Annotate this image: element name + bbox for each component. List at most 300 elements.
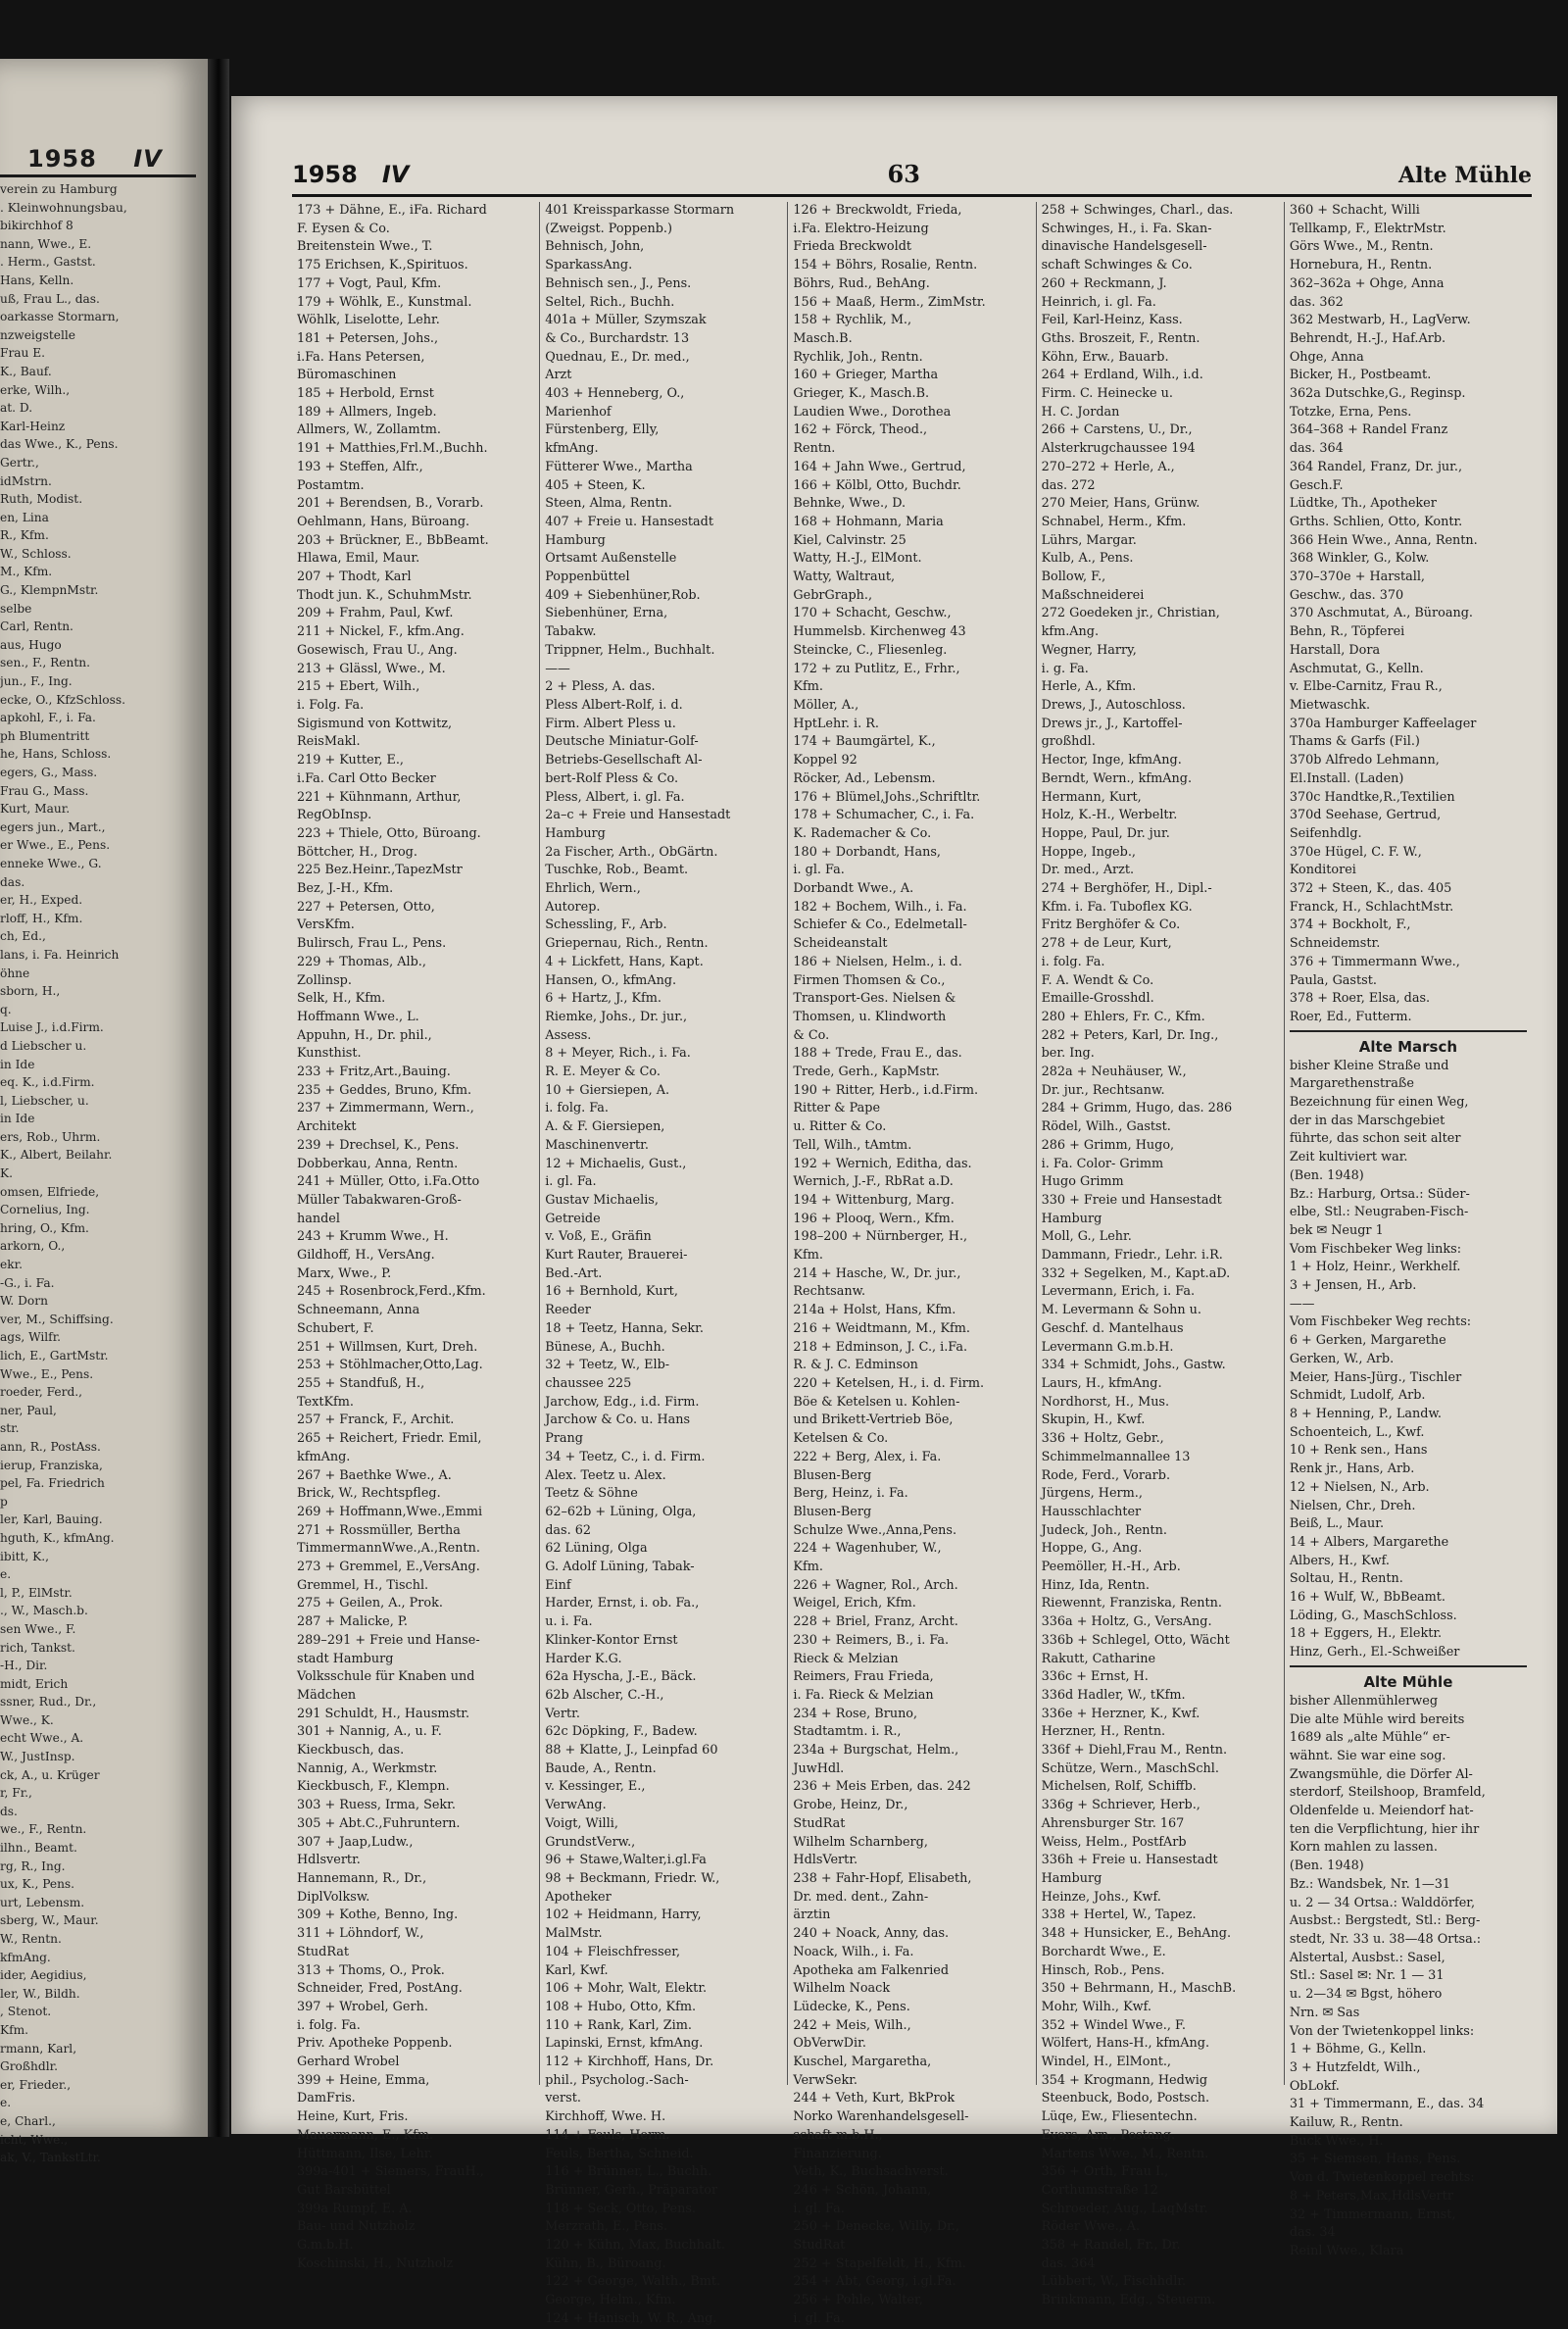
- directory-entry-line: 309 + Kothe, Benno, Ing.: [297, 1908, 459, 1923]
- directory-entry-line: l, Liebscher, u.: [0, 1093, 89, 1108]
- directory-entry-line: Kfm.: [793, 679, 823, 695]
- directory-entry-line: Finanzierung.: [793, 2146, 882, 2161]
- directory-entry-line: 98 + Beckmann, Friedr. W.,: [545, 1870, 720, 1886]
- directory-entry-line: 196 + Plooq, Wern., Kfm.: [793, 1211, 955, 1226]
- directory-entry-line: 211 + Nickel, F., kfm.Ang.: [297, 624, 465, 640]
- directory-entry-line: 266 + Carstens, U., Dr.,: [1041, 422, 1193, 438]
- directory-entry-line: ph Blumentritt: [0, 728, 90, 743]
- directory-entry-line: 409 + Siebenhüner,Rob.: [545, 587, 701, 603]
- directory-entry-line: Die alte Mühle wird bereits: [1289, 1711, 1465, 1727]
- directory-entry-line: Gerhard Wrobel: [297, 2055, 400, 2070]
- directory-entry-line: Masch.B.: [793, 330, 853, 346]
- directory-entry-line: 2a Fischer, Arth., ObGärtn.: [545, 844, 718, 860]
- directory-entry-line: 291 Schuldt, H., Hausmstr.: [297, 1706, 470, 1721]
- directory-entry-line: 254 + Abt, Georg, i.gl.Fa.: [793, 2274, 956, 2290]
- directory-entry-line: nzweigstelle: [0, 327, 75, 342]
- directory-entry-line: 172 + zu Putlitz, E., Frhr.,: [793, 661, 960, 676]
- directory-entry-line: 1 + Böhme, G., Kelln.: [1289, 2042, 1427, 2057]
- directory-entry-line: Mohr, Wilh., Kwf.: [1041, 1999, 1152, 2014]
- directory-entry-line: phil., Psycholog.-Sach-: [545, 2072, 689, 2088]
- directory-entry-line: ch, Ed.,: [0, 929, 46, 944]
- directory-entry-line: 118 + Seck, Otto, Pens.: [545, 2201, 696, 2216]
- directory-entry-line: 239 + Drechsel, K., Pens.: [297, 1137, 460, 1153]
- directory-entry-line: 219 + Kutter, E.,: [297, 753, 404, 768]
- directory-entry-line: Reeder: [545, 1303, 591, 1318]
- directory-entry-line: Veth, K., Buchsachverst.: [793, 2164, 949, 2180]
- directory-entry-line: 244 + Veth, Kurt, BkProk: [793, 2091, 956, 2106]
- directory-entry-line: midt, Erich: [0, 1676, 69, 1691]
- directory-entry-line: Maßschneiderei: [1041, 587, 1145, 603]
- directory-entry-line: 186 + Nielsen, Helm., i. d.: [793, 954, 962, 969]
- book-gutter: [208, 59, 229, 2137]
- directory-entry-line: 14 + Albers, Margarethe: [1289, 1534, 1449, 1550]
- directory-entry-line: 368 Winkler, G., Kolw.: [1289, 551, 1430, 567]
- directory-entry-line: 286 + Grimm, Hugo,: [1041, 1137, 1175, 1153]
- directory-entry-line: 179 + Wöhlk, E., Kunstmal.: [297, 294, 472, 310]
- directory-entry-line: ——: [1289, 1296, 1315, 1312]
- directory-entry-line: Gustav Michaelis,: [545, 1192, 659, 1208]
- directory-entry-line: 170 + Schacht, Geschw.,: [793, 606, 952, 621]
- directory-entry-line: Wilhelm Scharnberg,: [793, 1834, 928, 1850]
- directory-entry-line: Brünner, Gerh., Präparator: [545, 2182, 718, 2198]
- directory-entry-line: Koschinski, H., Nutzholz: [297, 2255, 454, 2271]
- directory-entry-line: 112 + Kirchhoff, Hans, Dr.: [545, 2055, 714, 2070]
- directory-entry-line: Levermann, Erich, i. Fa.: [1041, 1284, 1196, 1300]
- directory-entry-line: bek ✉ Neugr 1: [1289, 1222, 1384, 1238]
- directory-entry-line: 305 + Abt.C.,Fuhruntern.: [297, 1815, 461, 1831]
- directory-entry-line: Martens Wwe., M., Rentn.: [1041, 2146, 1209, 2161]
- directory-entry-line: 269 + Hoffmann,Wwe.,Emmi: [297, 1504, 483, 1519]
- directory-entry-line: 181 + Petersen, Johs.,: [297, 330, 439, 346]
- directory-entry-line: Gut Barsbüttel: [297, 2182, 391, 2198]
- directory-entry-line: 370c Handtke,R.,Textilien: [1289, 789, 1455, 805]
- directory-entry-line: W., JustInsp.: [0, 1750, 75, 1764]
- directory-entry-line: 303 + Ruess, Irma, Sekr.: [297, 1798, 456, 1813]
- directory-entry-line: 227 + Petersen, Otto,: [297, 899, 435, 915]
- directory-entry-line: Heinze, Johs., Kwf.: [1041, 1889, 1161, 1905]
- directory-entry-line: 250 + Denecke, Willy, Dr.,: [793, 2219, 959, 2235]
- directory-entry-line: Stl.: Sasel ✉: Nr. 1 — 31: [1289, 1968, 1445, 1984]
- directory-entry-line: Sigismund von Kottwitz,: [297, 716, 453, 731]
- directory-entry-line: Peemöller, H.-H., Arb.: [1041, 1560, 1181, 1575]
- directory-entry-line: i. Fa. Rieck & Melzian: [793, 1687, 934, 1703]
- directory-entry-line: Transport-Ges. Nielsen &: [793, 991, 956, 1007]
- directory-entry-line: RegObInsp.: [297, 808, 372, 823]
- directory-entry-line: 10 + Giersiepen, A.: [545, 1082, 670, 1098]
- directory-entry-line: Hans, Kelln.: [0, 273, 74, 287]
- directory-entry-line: elbe, Stl.: Neugraben-Fisch-: [1289, 1205, 1469, 1220]
- directory-entry-line: ver, M., Schiffsing.: [0, 1312, 114, 1326]
- directory-entry-line: 354 + Krogmann, Hedwig: [1041, 2072, 1208, 2088]
- directory-entry-line: Firmen Thomsen & Co.,: [793, 972, 946, 988]
- directory-entry-line: 3 + Hutzfeldt, Wilh.,: [1289, 2059, 1421, 2075]
- directory-entry-line: Behn, R., Töpferei: [1289, 624, 1405, 640]
- directory-entry-line: 6 + Hartz, J., Kfm.: [545, 991, 662, 1007]
- directory-entry-line: Hugo Grimm: [1041, 1174, 1124, 1190]
- directory-entry-line: 176 + Blümel,Johs.,Schriftltr.: [793, 789, 981, 805]
- directory-entry-line: DamFris.: [297, 2091, 356, 2106]
- directory-entry-line: eq. K., i.d.Firm.: [0, 1075, 95, 1090]
- directory-entry-line: 177 + Vogt, Paul, Kfm.: [297, 275, 442, 291]
- directory-entry-line: Siebenhüner, Erna,: [545, 606, 668, 621]
- directory-entry-line: 106 + Mohr, Walt, Elektr.: [545, 1981, 708, 1997]
- directory-entry-line: Hüttmann, Ilse, Lehr.: [297, 2146, 433, 2161]
- directory-entry-line: Bezeichnung für einen Weg,: [1289, 1095, 1469, 1111]
- directory-entry-line: Hannemann, R., Dr.,: [297, 1870, 427, 1886]
- directory-entry-line: 3 + Jensen, H., Arb.: [1289, 1278, 1417, 1294]
- directory-entry-line: das. 362: [1289, 294, 1344, 310]
- directory-entry-line: Nordhorst, H., Mus.: [1041, 1394, 1170, 1410]
- directory-entry-line: Poppenbüttel: [545, 570, 630, 585]
- directory-entry-line: Wwe., K.: [0, 1712, 54, 1727]
- directory-entry-line: Laurs, H., kfmAng.: [1041, 1376, 1162, 1391]
- directory-entry-line: Blusen-Berg: [793, 1504, 872, 1519]
- directory-entry-line: Hoppe, G., Ang.: [1041, 1541, 1143, 1557]
- directory-entry-line: Arzt: [545, 368, 572, 383]
- directory-entry-line: Firm. Albert Pless u.: [545, 716, 676, 731]
- directory-entry-line: 124 + Hanisch, W. R., Ang.: [545, 2310, 717, 2326]
- directory-entry-line: Carl, Rentn.: [0, 619, 74, 634]
- directory-entry-line: Müller Tabakwaren-Groß-: [297, 1192, 462, 1208]
- directory-entry-line: VerwAng.: [545, 1798, 607, 1813]
- directory-entry-line: 2a–c + Freie und Hansestadt: [545, 808, 731, 823]
- directory-entry-line: 193 + Steffen, Alfr.,: [297, 459, 423, 474]
- directory-entry-line: schaft m.b.H.,: [793, 2127, 883, 2143]
- directory-entry-line: GebrGraph.,: [793, 587, 873, 603]
- directory-entry-line: Pless Albert-Rolf, i. d.: [545, 697, 683, 713]
- directory-entry-line: arkorn, O.,: [0, 1239, 66, 1254]
- directory-entry-line: Kuschel, Margaretha,: [793, 2055, 932, 2070]
- directory-entry-line: Hlawa, Emil, Maur.: [297, 551, 420, 567]
- directory-entry-line: Wegner, Harry,: [1041, 642, 1137, 658]
- directory-column-1: [292, 202, 540, 2271]
- directory-entry-line: 370b Alfredo Lehmann,: [1289, 753, 1440, 768]
- directory-entry-line: Voigt, Willi,: [545, 1815, 618, 1831]
- directory-entry-line: Berg, Heinz, i. Fa.: [793, 1486, 908, 1502]
- header-rule: [292, 194, 1532, 197]
- directory-entry-line: Frau G., Mass.: [0, 783, 89, 798]
- directory-entry-line: 336d Hadler, W., tKfm.: [1041, 1687, 1186, 1703]
- directory-entry-line: 158 + Rychlik, M.,: [793, 313, 912, 328]
- directory-entry-line: 330 + Freie und Hansestadt: [1041, 1192, 1222, 1208]
- directory-entry-line: 62a Hyscha, J.-E., Bäck.: [545, 1669, 697, 1685]
- directory-entry-line: das. 62: [545, 1522, 592, 1538]
- directory-entry-line: 289–291 + Freie und Hanse-: [297, 1632, 480, 1648]
- directory-entry-line: 307 + Jaap,Ludw.,: [297, 1834, 414, 1850]
- directory-entry-line: Böhrs, Rud., BehAng.: [793, 275, 930, 291]
- directory-entry-line: Heine, Kurt, Fris.: [297, 2109, 409, 2125]
- directory-entry-line: das.: [0, 874, 25, 889]
- directory-entry-line: sborn, H.,: [0, 984, 61, 999]
- directory-entry-line: 8 + Henning, P., Landw.: [1289, 1407, 1442, 1421]
- directory-entry-line: W., Rentn.: [0, 1932, 62, 1946]
- directory-entry-line: Roer, Ed., Futterm.: [1289, 1009, 1412, 1024]
- directory-entry-line: 154 + Böhrs, Rosalie, Rentn.: [793, 258, 978, 273]
- directory-entry-line: Harstall, Dora: [1289, 642, 1381, 658]
- directory-entry-line: ärztin: [793, 1908, 831, 1923]
- directory-entry-line: Schwinges, H., i. Fa. Skan-: [1041, 221, 1212, 236]
- directory-entry-line: verein zu Hamburg: [0, 182, 118, 196]
- directory-entry-line: ber. Ing.: [1041, 1046, 1095, 1062]
- directory-entry-line: ner, Paul,: [0, 1403, 57, 1417]
- directory-entry-line: 348 + Hunsicker, E., BehAng.: [1041, 1926, 1232, 1942]
- directory-entry-line: JuwHdl.: [793, 1760, 845, 1776]
- directory-entry-line: Bau- und Nutzholz: [297, 2219, 416, 2235]
- directory-entry-line: ssner, Rud., Dr.,: [0, 1695, 97, 1710]
- directory-entry-line: hring, O., Kfm.: [0, 1220, 89, 1235]
- directory-entry-line: HptLehr. i. R.: [793, 716, 879, 731]
- directory-entry-line: Borchardt Wwe., E.: [1041, 1944, 1166, 1959]
- directory-entry-line: Marx, Wwe., P.: [297, 1265, 392, 1281]
- directory-entry-line: sberg, W., Maur.: [0, 1913, 99, 1928]
- directory-entry-line: at. D.: [0, 401, 33, 416]
- directory-entry-line: 301 + Nannig, A., u. F.: [297, 1724, 442, 1740]
- directory-entry-line: G., KlempnMstr.: [0, 583, 99, 598]
- left-page-text: [0, 180, 225, 2167]
- directory-entry-line: 260 + Reckmann, J.: [1041, 275, 1167, 291]
- directory-entry-line: Apotheka am Falkenried: [793, 1962, 950, 1978]
- directory-entry-line: Schneider, Fred, PostAng.: [297, 1981, 463, 1997]
- directory-entry-line: Teetz & Söhne: [545, 1486, 638, 1502]
- directory-entry-line: Dammann, Friedr., Lehr. i.R.: [1041, 1248, 1223, 1264]
- directory-entry-line: (Zweigst. Poppenb.): [545, 221, 672, 236]
- section-rule: [1290, 1030, 1527, 1032]
- directory-entry-line: Kulb, A., Pens.: [1041, 551, 1134, 567]
- directory-entry-line: 255 + Standfuß, H.,: [297, 1376, 425, 1391]
- directory-entry-line: Hector, Inge, kfmAng.: [1041, 753, 1182, 768]
- directory-entry-line: VersKfm.: [297, 917, 355, 933]
- directory-entry-line: lich, E., GartMstr.: [0, 1349, 109, 1363]
- directory-entry-line: Köhn, Erw., Bauarb.: [1041, 349, 1169, 365]
- header-volume: IV: [381, 161, 410, 188]
- directory-entry-line: l, P., ElMstr.: [0, 1585, 73, 1600]
- directory-entry-line: 356 + Orth, Frau I.,: [1041, 2164, 1169, 2180]
- left-header-rule: [0, 174, 196, 177]
- directory-entry-line: erke, Wilh.,: [0, 382, 71, 397]
- directory-entry-line: u. 2—34 ✉ Bgst, höhero: [1289, 1987, 1443, 2003]
- directory-entry-line: 336a + Holtz, G., VersAng.: [1041, 1614, 1212, 1630]
- directory-entry-line: 236 + Meis Erben, das. 242: [793, 1779, 971, 1795]
- directory-entry-line: 198–200 + Nürnberger, H.,: [793, 1229, 968, 1245]
- directory-entry-line: Ausbst.: Bergstedt, Stl.: Berg-: [1289, 1913, 1481, 1929]
- directory-entry-line: sterdorf, Steilshoop, Bramfeld,: [1289, 1785, 1486, 1801]
- directory-entry-line: Hinz, Gerh., El.-Schweißer: [1289, 1645, 1460, 1660]
- directory-entry-line: Rieck & Melzian: [793, 1651, 899, 1666]
- directory-entry-line: Margarethenstraße: [1289, 1076, 1414, 1092]
- directory-entry-line: icht, Wwe.,: [0, 2132, 69, 2147]
- directory-entry-line: er, H., Exped.: [0, 893, 83, 908]
- directory-entry-line: pel, Fa. Friedrich: [0, 1476, 105, 1491]
- directory-entry-line: Alex. Teetz u. Alex.: [545, 1467, 666, 1483]
- directory-entry-line: 1 + Holz, Heinr., Werkhelf.: [1289, 1260, 1461, 1275]
- directory-entry-line: 18 + Teetz, Hanna, Sekr.: [545, 1320, 704, 1336]
- directory-entry-line: stadt Hamburg: [297, 1651, 394, 1666]
- directory-entry-line: Skupin, H., Kwf.: [1041, 1412, 1146, 1428]
- directory-entry-line: 287 + Malicke, P.: [297, 1614, 408, 1630]
- directory-entry-line: ——: [545, 661, 570, 676]
- left-volume: IV: [133, 145, 163, 173]
- directory-entry-line: Rakutt, Catharine: [1041, 1651, 1156, 1666]
- directory-entry-line: Lüqe, Ew., Fliesentechn.: [1041, 2109, 1198, 2125]
- directory-entry-line: Totzke, Erna, Pens.: [1289, 404, 1412, 420]
- left-page: [0, 59, 208, 2165]
- directory-entry-line: Lührs, Margar.: [1041, 532, 1137, 548]
- directory-entry-line: Jarchow & Co. u. Hans: [545, 1412, 691, 1428]
- directory-entry-line: Kfm. i. Fa. Tuboflex KG.: [1041, 899, 1193, 915]
- directory-entry-line: 258 + Schwinges, Charl., das.: [1041, 203, 1234, 218]
- directory-entry-line: Aschmutat, G., Kelln.: [1289, 661, 1424, 676]
- directory-entry-line: Seifenhdlg.: [1289, 825, 1362, 841]
- street-section-heading: Alte Mühle: [1363, 1672, 1453, 1691]
- directory-entry-line: 10 + Renk sen., Hans: [1289, 1443, 1428, 1459]
- directory-entry-line: Korn mahlen zu lassen.: [1289, 1840, 1438, 1856]
- directory-entry-line: 370a Hamburger Kaffeelager: [1289, 716, 1477, 731]
- directory-entry-line: . Herm., Gastst.: [0, 255, 96, 270]
- directory-entry-line: kfmAng.: [297, 1449, 351, 1464]
- directory-entry-line: i. folg. Fa.: [545, 1101, 609, 1116]
- directory-entry-line: 240 + Noack, Anny, das.: [793, 1926, 950, 1942]
- directory-entry-line: jun., F., Ing.: [0, 674, 73, 689]
- directory-entry-line: & Co., Burchardstr. 13: [545, 330, 690, 346]
- directory-entry-line: 31 + Timmermann, E., das. 34: [1289, 2097, 1485, 2112]
- directory-entry-line: schaft Schwinges & Co.: [1041, 258, 1193, 273]
- directory-entry-line: 16 + Wulf, W., BbBeamt.: [1289, 1590, 1446, 1606]
- directory-entry-line: bisher Kleine Straße und: [1289, 1058, 1449, 1073]
- directory-entry-line: Karl-Heinz: [0, 419, 66, 433]
- directory-entry-line: Oehlmann, Hans, Büroang.: [297, 514, 470, 529]
- directory-entry-line: Luise J., i.d.Firm.: [0, 1020, 104, 1035]
- directory-entry-line: Zwangsmühle, die Dörfer Al-: [1289, 1766, 1473, 1782]
- directory-entry-line: Lüdecke, K., Pens.: [793, 1999, 910, 2014]
- directory-entry-line: 336e + Herzner, K., Kwf.: [1041, 1706, 1200, 1721]
- directory-entry-line: Fütterer Wwe., Martha: [545, 459, 693, 474]
- directory-entry-line: 251 + Willmsen, Kurt, Dreh.: [297, 1339, 478, 1355]
- directory-entry-line: Schneemann, Anna: [297, 1303, 420, 1318]
- directory-entry-line: verst.: [545, 2091, 581, 2106]
- directory-entry-line: Kühn, B., Büroang.: [545, 2255, 666, 2271]
- directory-entry-line: 265 + Reichert, Friedr. Emil,: [297, 1431, 482, 1447]
- directory-entry-line: 311 + Löhndorf, W.,: [297, 1926, 424, 1942]
- directory-column-3: [788, 202, 1036, 2326]
- directory-entry-line: Schulze Wwe.,Anna,Pens.: [793, 1522, 957, 1538]
- directory-entry-line: Grths. Schlien, Otto, Kontr.: [1289, 514, 1463, 529]
- directory-entry-line: 114 + Feuls, Herm.: [545, 2127, 670, 2143]
- directory-entry-line: 237 + Zimmermann, Wern.,: [297, 1101, 474, 1116]
- directory-entry-line: Karl, Kwf.: [545, 1962, 609, 1978]
- directory-entry-line: 233 + Fritz,Art.,Bauing.: [297, 1065, 451, 1080]
- directory-entry-line: Trippner, Helm., Buchhalt.: [545, 642, 715, 658]
- directory-entry-line: 275 + Geilen, A., Prok.: [297, 1596, 443, 1611]
- directory-entry-line: 62 Lüning, Olga: [545, 1541, 648, 1557]
- directory-entry-line: 407 + Freie u. Hansestadt: [545, 514, 714, 529]
- directory-entry-line: echt Wwe., A.: [0, 1731, 84, 1746]
- directory-entry-line: 274 + Berghöfer, H., Dipl.-: [1041, 881, 1212, 897]
- directory-entry-line: Michelsen, Rolf, Schiffb.: [1041, 1779, 1197, 1795]
- directory-entry-line: Hamburg: [1041, 1211, 1102, 1226]
- directory-entry-line: Kiel, Calvinstr. 25: [793, 532, 906, 548]
- directory-column-4: [1037, 202, 1285, 2308]
- directory-entry-line: er Wwe., E., Pens.: [0, 838, 111, 853]
- directory-entry-line: Paula, Gastst.: [1289, 972, 1377, 988]
- directory-entry-line: M. Levermann & Sohn u.: [1041, 1303, 1201, 1318]
- directory-entry-line: 336h + Freie u. Hansestadt: [1041, 1853, 1218, 1868]
- directory-entry-line: he, Hans, Schloss.: [0, 747, 112, 762]
- directory-entry-line: 221 + Kühnmann, Arthur,: [297, 789, 462, 805]
- directory-entry-line: Renk jr., Hans, Arb.: [1289, 1462, 1415, 1477]
- directory-entry-line: 399a-401 + Siemers, FrauH.,: [297, 2164, 484, 2180]
- directory-entry-line: 282a + Neuhäuser, W.,: [1041, 1065, 1187, 1080]
- directory-entry-line: e.: [0, 1567, 12, 1582]
- directory-entry-line: kfm.Ang.: [1041, 624, 1100, 640]
- directory-entry-line: Drews, J., Autoschloss.: [1041, 697, 1186, 713]
- directory-entry-line: Schiefer & Co., Edelmetall-: [793, 917, 967, 933]
- directory-entry-line: Behnisch, John,: [545, 239, 645, 255]
- directory-entry-line: Hansen, O., kfmAng.: [545, 972, 677, 988]
- directory-entry-line: Bicker, H., Postbeamt.: [1289, 368, 1432, 383]
- directory-entry-line: ., W., Masch.b.: [0, 1604, 88, 1618]
- directory-entry-line: e.: [0, 2096, 12, 2110]
- directory-entry-line: ierup, Franziska,: [0, 1458, 103, 1472]
- directory-entry-line: er, Frieder.,: [0, 2077, 72, 2092]
- directory-entry-line: 2 + Pless, A. das.: [545, 679, 656, 695]
- directory-entry-line: in Ide: [0, 1057, 35, 1071]
- directory-entry-line: 209 + Frahm, Paul, Kwf.: [297, 606, 454, 621]
- directory-entry-line: Dobberkau, Anna, Rentn.: [297, 1156, 459, 1171]
- directory-entry-line: 229 + Thomas, Alb.,: [297, 954, 426, 969]
- directory-entry-line: 370–370e + Harstall,: [1289, 570, 1425, 585]
- directory-entry-line: Rentn.: [793, 441, 836, 457]
- directory-entry-line: ilhn., Beamt.: [0, 1841, 77, 1856]
- directory-entry-line: Hoffmann Wwe., L.: [297, 1009, 419, 1024]
- directory-entry-line: R., Kfm.: [0, 528, 49, 543]
- directory-entry-line: sen., F., Rentn.: [0, 656, 90, 670]
- directory-entry-line: 364–368 + Randel Franz: [1289, 422, 1448, 438]
- directory-entry-line: uß, Frau L., das.: [0, 291, 100, 306]
- directory-entry-line: Möller, A.,: [793, 697, 859, 713]
- directory-entry-line: 313 + Thoms, O., Prok.: [297, 1962, 445, 1978]
- directory-entry-line: 178 + Schumacher, C., i. Fa.: [793, 808, 975, 823]
- directory-entry-line: ibitt, K.,: [0, 1549, 49, 1563]
- directory-entry-line: TextKfm.: [297, 1394, 354, 1410]
- directory-entry-line: aus, Hugo: [0, 637, 62, 652]
- directory-entry-line: idMstrn.: [0, 473, 52, 488]
- directory-entry-line: 282 + Peters, Karl, Dr. Ing.,: [1041, 1027, 1219, 1043]
- directory-entry-line: 216 + Weidtmann, M., Kfm.: [793, 1320, 970, 1336]
- directory-entry-line: enneke Wwe., G.: [0, 856, 102, 870]
- directory-entry-line: 226 + Wagner, Rol., Arch.: [793, 1577, 958, 1593]
- directory-entry-line: 370d Seehase, Gertrud,: [1289, 808, 1442, 823]
- directory-entry-line: 225 Bez.Heinr.,TapezMstr: [297, 863, 463, 878]
- directory-entry-line: das. 34: [1289, 2225, 1336, 2241]
- directory-entry-line: Deutsche Miniatur-Golf-: [545, 734, 699, 750]
- directory-entry-line: 270 Meier, Hans, Grünw.: [1041, 496, 1200, 512]
- directory-entry-line: Steen, Alma, Rentn.: [545, 496, 672, 512]
- directory-entry-line: ekr.: [0, 1258, 23, 1272]
- directory-entry-line: v. Kessinger, E.,: [545, 1779, 646, 1795]
- directory-entry-line: Getreide: [545, 1211, 601, 1226]
- directory-entry-line: 370e Hügel, C. F. W.,: [1289, 844, 1422, 860]
- directory-entry-line: öhne: [0, 966, 30, 980]
- directory-entry-line: 164 + Jahn Wwe., Gertrud,: [793, 459, 966, 474]
- directory-entry-line: Marienhof: [545, 404, 612, 420]
- directory-entry-line: das. 364: [1289, 441, 1344, 457]
- directory-entry-line: 267 + Baethke Wwe., A.: [297, 1467, 452, 1483]
- directory-entry-line: das Wwe., K., Pens.: [0, 437, 119, 452]
- directory-entry-line: K.: [0, 1166, 13, 1181]
- directory-entry-line: 401 Kreissparkasse Stormarn: [545, 203, 735, 218]
- directory-entry-line: Von der Twietenkoppel links:: [1289, 2023, 1475, 2039]
- directory-entry-line: Lüdtke, Th., Apotheker: [1289, 496, 1437, 512]
